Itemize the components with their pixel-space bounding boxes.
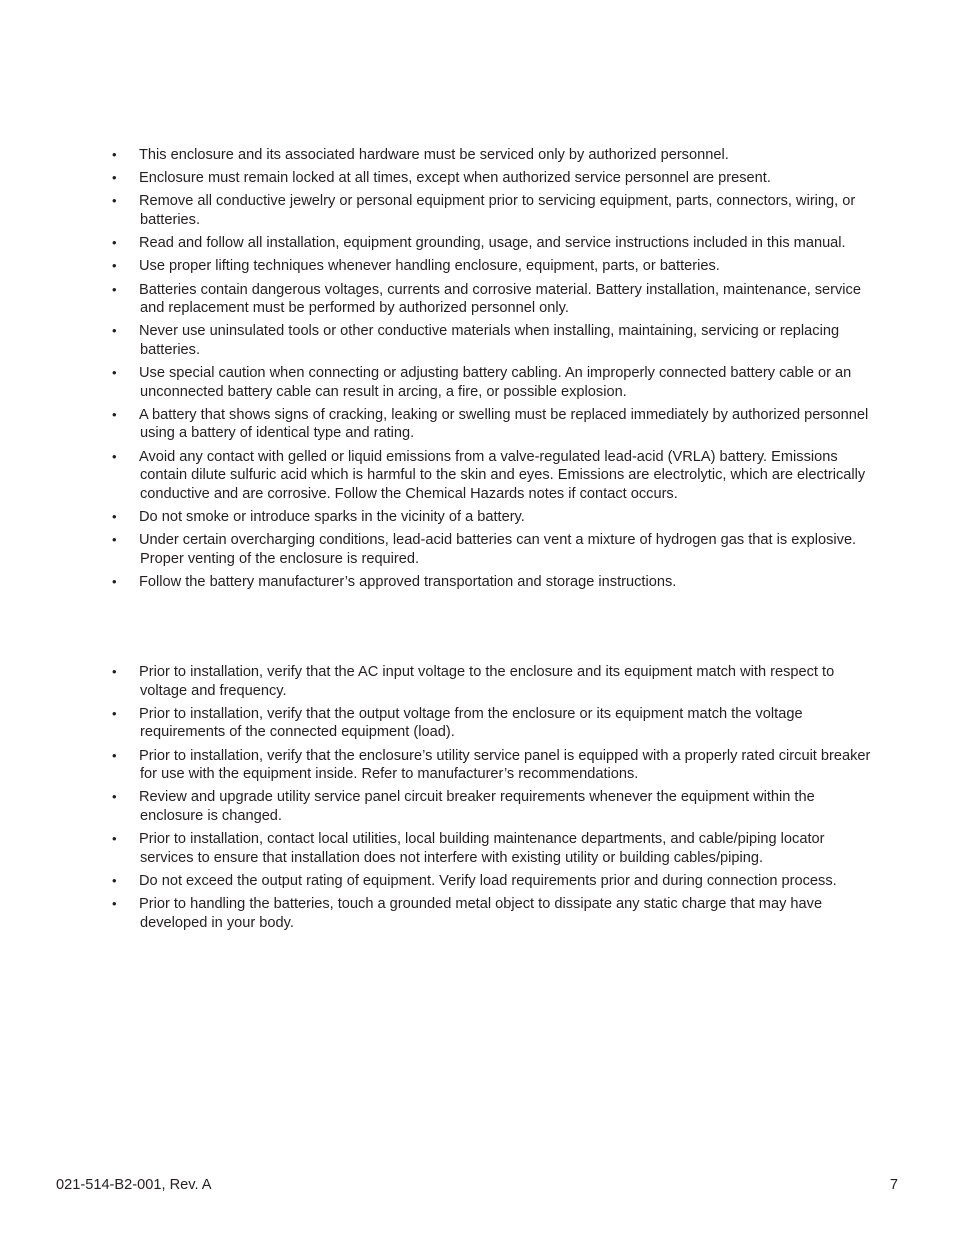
bullet-icon: • <box>112 532 117 548</box>
list-item: • This enclosure and its associated hardware must be serviced only by authorized personnel. <box>112 147 729 163</box>
list-item: • Do not smoke or introduce sparks in the vicinity of a battery. <box>112 509 525 526</box>
list-item: • Batteries contain dangerous voltages, currents and corrosive material. Battery installation, maintenance, service and replacement must be performed by authorized personnel only. <box>112 281 861 317</box>
bullet-icon: • <box>112 406 117 422</box>
bullet-icon: • <box>112 147 117 162</box>
list-item: • Review and upgrade utility service panel circuit breaker requirements whenever the equipment within the enclosure is changed. <box>112 789 815 824</box>
list-item: • Prior to installation, verify that the AC input voltage to the enclosure and its equipment match with respect to voltage and frequency. <box>112 664 835 699</box>
bullet-icon: • <box>112 896 117 912</box>
list-item: • Avoid any contact with gelled or liquid emissions from a valve-regulated lead-acid (VRLA) battery. Emissions contain dilute sulfuric acid which is harmful to the skin and eyes. Emissions are electrolytic, which are electrically conductive and are corrosive. Follow the Chemical Hazards notes if contact occurs. <box>112 448 866 502</box>
list-item: • A battery that shows signs of cracking, leaking or swelling must be replaced immediately by authorized personnel using a battery of identical type and rating. <box>112 406 869 442</box>
bullet-icon: • <box>112 831 117 847</box>
list-item: • Prior to installation, verify that the output voltage from the enclosure or its equipment match the voltage requirements of the connected equipment (load). <box>112 705 803 741</box>
bullet-icon: • <box>112 705 117 721</box>
list-item: • Use special caution when connecting or adjusting battery cabling. An improperly connected battery cable or an unconnected battery cable can result in arcing, a fire, or possible explosion. <box>112 365 852 400</box>
bullet-icon: • <box>112 365 117 381</box>
list-item: • Under certain overcharging conditions, lead-acid batteries can vent a mixture of hydrogen gas that is explosive. Proper venting of the enclosure is required. <box>112 532 857 567</box>
list-item: • Read and follow all installation, equipment grounding, usage, and service instructions included in this manual. <box>112 235 846 252</box>
list-item: • Use proper lifting techniques whenever handling enclosure, equipment, parts, or batteries. <box>112 258 720 275</box>
bullet-icon: • <box>112 258 117 274</box>
bullet-icon: • <box>112 448 117 464</box>
bullet-icon: • <box>112 281 117 297</box>
list-item: • Prior to installation, verify that the enclosure’s utility service panel is equipped with a properly rated circuit breaker for use with the equipment inside. Refer to manufacturer’s recommendations. <box>112 747 871 783</box>
list-item: • Prior to handling the batteries, touch a grounded metal object to dissipate any static charge that may have developed in your body. <box>112 896 823 931</box>
list-item: • Follow the battery manufacturer’s approved transportation and storage instructions. <box>112 574 677 590</box>
list-item: • Prior to installation, contact local utilities, local building maintenance departments, and cable/piping locator services to ensure that installation does not interfere with existing utility or building cables/piping. <box>112 831 825 866</box>
bullet-icon: • <box>112 193 117 209</box>
bullet-icon: • <box>112 170 117 186</box>
safety-list-installation <box>112 663 882 937</box>
bullet-icon: • <box>112 235 117 251</box>
list-item: • Enclosure must remain locked at all times, except when authorized service personnel are present. <box>112 170 771 187</box>
safety-list-personnel <box>112 146 882 596</box>
footer-document-number: 021-514-B2-001, Rev. A <box>56 1177 212 1193</box>
list-item: • Do not exceed the output rating of equipment. Verify load requirements prior and during connection process. <box>112 872 837 889</box>
footer-page-number: 7 <box>889 1177 898 1193</box>
bullet-icon: • <box>112 574 117 589</box>
bullet-icon: • <box>112 664 117 679</box>
bullet-icon: • <box>112 509 117 525</box>
bullet-icon: • <box>112 872 117 888</box>
bullet-icon: • <box>112 323 117 339</box>
bullet-icon: • <box>112 789 117 805</box>
list-item: • Remove all conductive jewelry or personal equipment prior to servicing equipment, parts, connectors, wiring, or batteries. <box>112 193 856 228</box>
list-item: • Never use uninsulated tools or other conductive materials when installing, maintaining, servicing or replacing batteries. <box>112 323 840 358</box>
bullet-icon: • <box>112 747 117 763</box>
